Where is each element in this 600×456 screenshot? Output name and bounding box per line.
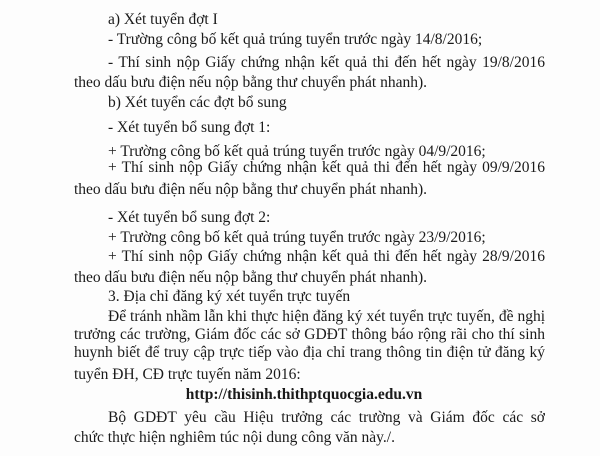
heading-3: 3. Địa chỉ đăng ký xét tuyển trực tuyến xyxy=(108,288,351,305)
paragraph-line: - Trường công bố kết quả trúng tuyển trước ngày 14/8/2016; xyxy=(108,31,483,48)
paragraph-line: + Thí sinh nộp Giấy chứng nhận kết quả thi đến hết ngày 28/9/2016 xyxy=(108,248,545,265)
registration-url: http://thisinh.thithptquocgia.edu.vn xyxy=(185,386,423,403)
paragraph-line: theo dấu bưu điện nếu nộp bằng thư chuyển phát nhanh). xyxy=(74,269,427,286)
paragraph-line: Để tránh nhầm lẫn khi thực hiện đăng ký xét tuyển trực tuyến, đề nghị xyxy=(108,308,545,325)
paragraph-line: theo dấu bưu điện nếu nộp bằng thư chuyển phát nhanh). xyxy=(74,181,427,198)
paragraph-line: theo dấu bưu điện nếu nộp bằng thư chuyển phát nhanh). xyxy=(74,74,427,91)
paragraph-line: trưởng các trường, Giám đốc các sở GDĐT thông báo rộng rãi cho thí sinh xyxy=(74,326,545,343)
paragraph-line: chức thực hiện nghiêm túc nội dung công văn này./. xyxy=(74,429,395,446)
paragraph-line: + Thí sinh nộp Giấy chứng nhận kết quả thi đến hết ngày 09/9/2016 xyxy=(108,159,545,176)
paragraph-line: + Trường công bố kết quả trúng tuyển trước ngày 04/9/2016; xyxy=(108,143,486,160)
paragraph-line: huynh biết để truy cập trực tiếp vào địa chỉ trang thông tin điện tử đăng ký xyxy=(74,344,545,361)
heading-b: b) Xét tuyển các đợt bổ sung xyxy=(108,94,287,111)
paragraph-line: - Xét tuyển bổ sung đợt 2: xyxy=(108,209,271,226)
paragraph-line: Bộ GDĐT yêu cầu Hiệu trưởng các trường và Giám đốc các sở xyxy=(108,409,545,426)
heading-a: a) Xét tuyển đợt I xyxy=(108,11,218,28)
paragraph-line: tuyển ĐH, CĐ trực tuyến năm 2016: xyxy=(74,366,301,383)
paragraph-line: + Trường công bố kết quả trúng tuyển trước ngày 23/9/2016; xyxy=(108,229,486,246)
paragraph-line: - Thí sinh nộp Giấy chứng nhận kết quả thi đến hết ngày 19/8/2016 xyxy=(108,54,545,71)
paragraph-line: - Xét tuyển bổ sung đợt 1: xyxy=(108,119,271,136)
